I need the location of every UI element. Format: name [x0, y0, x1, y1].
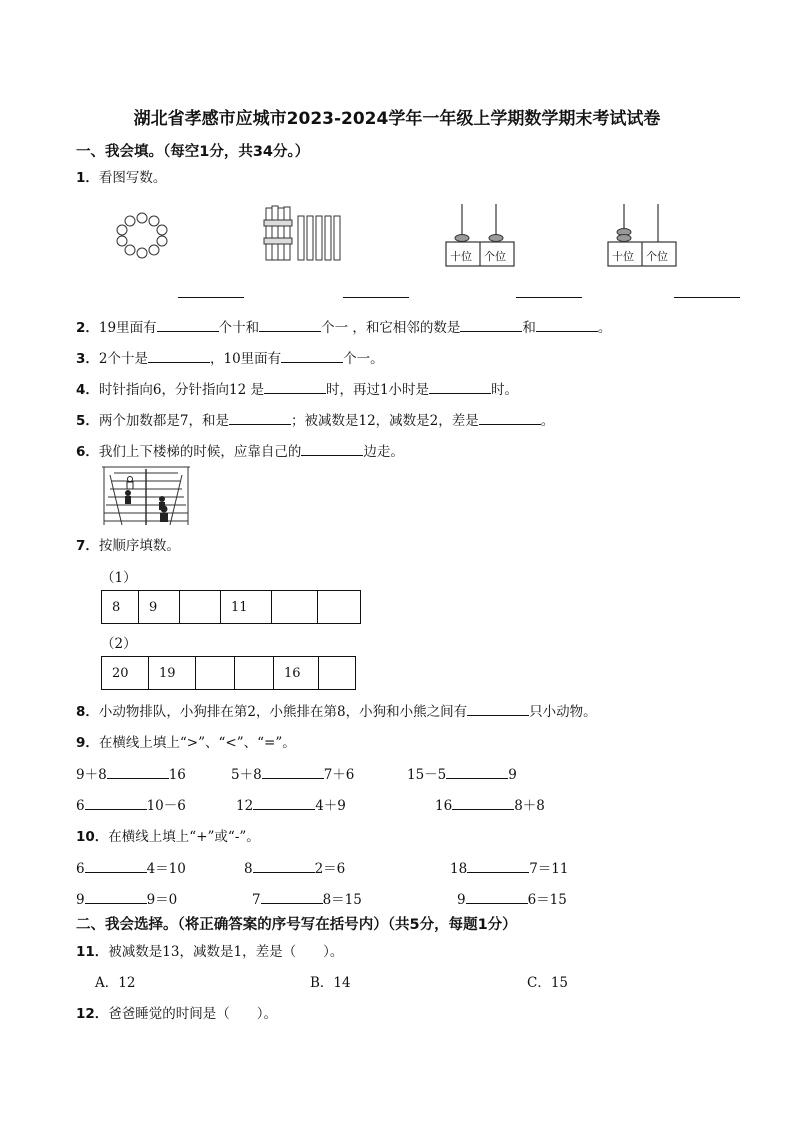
option-b[interactable]: B．14 [310, 975, 351, 991]
sequence-cell-blank[interactable] [235, 657, 274, 690]
answer-blank[interactable] [85, 797, 147, 810]
question-number: 5． [76, 413, 99, 429]
question-6 [76, 440, 404, 460]
operator-item: 18 7＝11 [450, 861, 569, 877]
question-number: 11． [76, 944, 109, 960]
sequence-cell: 19 [149, 657, 196, 690]
question-text: 小动物排队，小狗排在第2，小熊排在第8，小狗和小熊之间有 [98, 704, 468, 720]
answer-blank[interactable] [107, 766, 169, 779]
comparison-item: 15－5 9 [407, 767, 517, 783]
question-number: 4． [76, 382, 99, 398]
comparison-item: 6 10－6 [76, 798, 186, 814]
option-c[interactable]: C．15 [527, 975, 569, 991]
ring-of-circles-image [112, 212, 172, 262]
answer-blank[interactable] [253, 860, 315, 873]
answer-blank[interactable] [148, 350, 210, 363]
question-text: 和 [522, 320, 536, 336]
comparison-item: 16 8＋8 [435, 798, 545, 814]
question-number: 10． [76, 829, 109, 845]
sequence-cell: 11 [221, 591, 272, 624]
answer-blank[interactable] [516, 297, 582, 298]
question-text: 边走。 [363, 444, 404, 460]
sequence-cell: 20 [102, 657, 149, 690]
answer-blank[interactable] [259, 319, 321, 332]
question-number: 12． [76, 1006, 109, 1022]
question-text: 。 [540, 413, 555, 429]
tens-label: 十位 [450, 250, 472, 263]
question-4 [76, 378, 518, 398]
answer-blank[interactable] [536, 319, 598, 332]
answer-blank[interactable] [343, 297, 409, 298]
question-text: 在横线上填上“>”、“<”、“=”。 [98, 735, 296, 751]
question-2 [76, 316, 611, 336]
question-text: 被减数是13，减数是1，差是（ ）。 [108, 944, 344, 960]
answer-blank[interactable] [85, 860, 147, 873]
question-text: 时。 [491, 382, 519, 398]
question-text: 个一。 [343, 351, 384, 367]
operator-item: 6 4＝10 [76, 861, 186, 877]
answer-blank[interactable] [301, 443, 363, 456]
sequence-cell-blank[interactable] [272, 591, 318, 624]
question-9 [76, 731, 296, 751]
question-text: ，10里面有 [210, 351, 282, 367]
answer-blank[interactable] [674, 297, 740, 298]
answer-blank[interactable] [467, 703, 529, 716]
option-a[interactable]: A．12 [95, 975, 136, 991]
question-text: 只小动物。 [529, 704, 597, 720]
question-3 [76, 347, 384, 367]
answer-blank[interactable] [85, 891, 147, 904]
question-number: 9． [76, 735, 99, 751]
sequence-cell: 16 [274, 657, 319, 690]
question-number: 6． [76, 444, 99, 460]
number-sequence-table-2 [101, 656, 356, 690]
answer-blank[interactable] [452, 797, 514, 810]
answer-blank[interactable] [460, 319, 522, 332]
question-number: 8． [76, 704, 99, 720]
question-text: 时针指向6，分针指向12 是 [98, 382, 264, 398]
number-sequence-table-1 [101, 590, 361, 624]
stairs-image [100, 465, 192, 527]
answer-blank[interactable] [157, 319, 219, 332]
question-5 [76, 409, 554, 429]
answer-blank[interactable] [253, 797, 315, 810]
question-text: 。 [597, 320, 612, 336]
sequence-cell-blank[interactable] [319, 657, 356, 690]
question-11 [76, 940, 343, 960]
question-text: 时，再过1小时是 [325, 382, 430, 398]
question-10 [76, 825, 260, 845]
question-number: 3． [76, 351, 99, 367]
ones-label: 个位 [646, 250, 668, 263]
sticks-bundle-image [262, 204, 346, 264]
answer-blank[interactable] [264, 381, 326, 394]
sequence-cell-blank[interactable] [180, 591, 221, 624]
question-text: 两个加数都是7，和是 [98, 413, 229, 429]
question-text: 个十和 [218, 320, 260, 336]
sequence-cell-blank[interactable] [318, 591, 361, 624]
question-text: 我们上下楼梯的时候，应靠自己的 [98, 444, 302, 460]
answer-blank[interactable] [479, 412, 541, 425]
question-number: 2． [76, 320, 99, 336]
answer-blank[interactable] [466, 891, 528, 904]
question-7 [76, 534, 180, 554]
question-text: 在横线上填上“+”或“-”。 [108, 829, 260, 845]
answer-blank[interactable] [261, 891, 323, 904]
question-text: 2个十是 [98, 351, 148, 367]
question-text: 按顺序填数。 [98, 538, 180, 554]
answer-blank[interactable] [429, 381, 491, 394]
answer-blank[interactable] [467, 860, 529, 873]
question-12 [76, 1002, 277, 1022]
question-number: 7． [76, 538, 99, 554]
question-text: 爸爸睡觉的时间是（ ）。 [108, 1006, 278, 1022]
answer-blank[interactable] [178, 297, 244, 298]
sequence-cell: 8 [102, 591, 139, 624]
question-8 [76, 700, 597, 720]
page-title: 湖北省孝感市应城市2023-2024学年一年级上学期数学期末考试试卷 [133, 109, 661, 129]
question-text: 看图写数。 [98, 170, 167, 186]
comparison-item: 12 4＋9 [236, 798, 346, 814]
operator-item: 9 6＝15 [457, 892, 567, 908]
question-1 [76, 166, 166, 186]
answer-blank[interactable] [281, 350, 343, 363]
tens-label: 十位 [612, 250, 634, 263]
sub-question-label: （2） [101, 636, 137, 652]
ones-label: 个位 [484, 250, 506, 263]
operator-item: 8 2＝6 [244, 861, 346, 877]
comparison-item: 5＋8 7＋6 [231, 767, 355, 783]
operator-item: 7 8＝15 [252, 892, 362, 908]
answer-blank[interactable] [229, 412, 291, 425]
answer-blank[interactable] [262, 766, 324, 779]
question-text: ；被减数是12，减数是2，差是 [291, 413, 479, 429]
comparison-item: 9＋8 16 [76, 767, 186, 783]
question-text: 19里面有 [98, 320, 157, 336]
question-text: 个一 ，和它相邻的数是 [321, 320, 461, 336]
sub-question-label: （1） [101, 570, 137, 586]
answer-blank[interactable] [446, 766, 508, 779]
section-1-heading: 一、我会填。（每空1分，共34分。） [76, 144, 310, 160]
question-number: 1． [76, 170, 99, 186]
sequence-cell-blank[interactable] [196, 657, 235, 690]
operator-item: 9 9＝0 [76, 892, 178, 908]
sequence-cell: 9 [139, 591, 180, 624]
section-2-heading: 二、我会选择。（将正确答案的序号写在括号内）（共5分，每题1分） [76, 917, 517, 933]
